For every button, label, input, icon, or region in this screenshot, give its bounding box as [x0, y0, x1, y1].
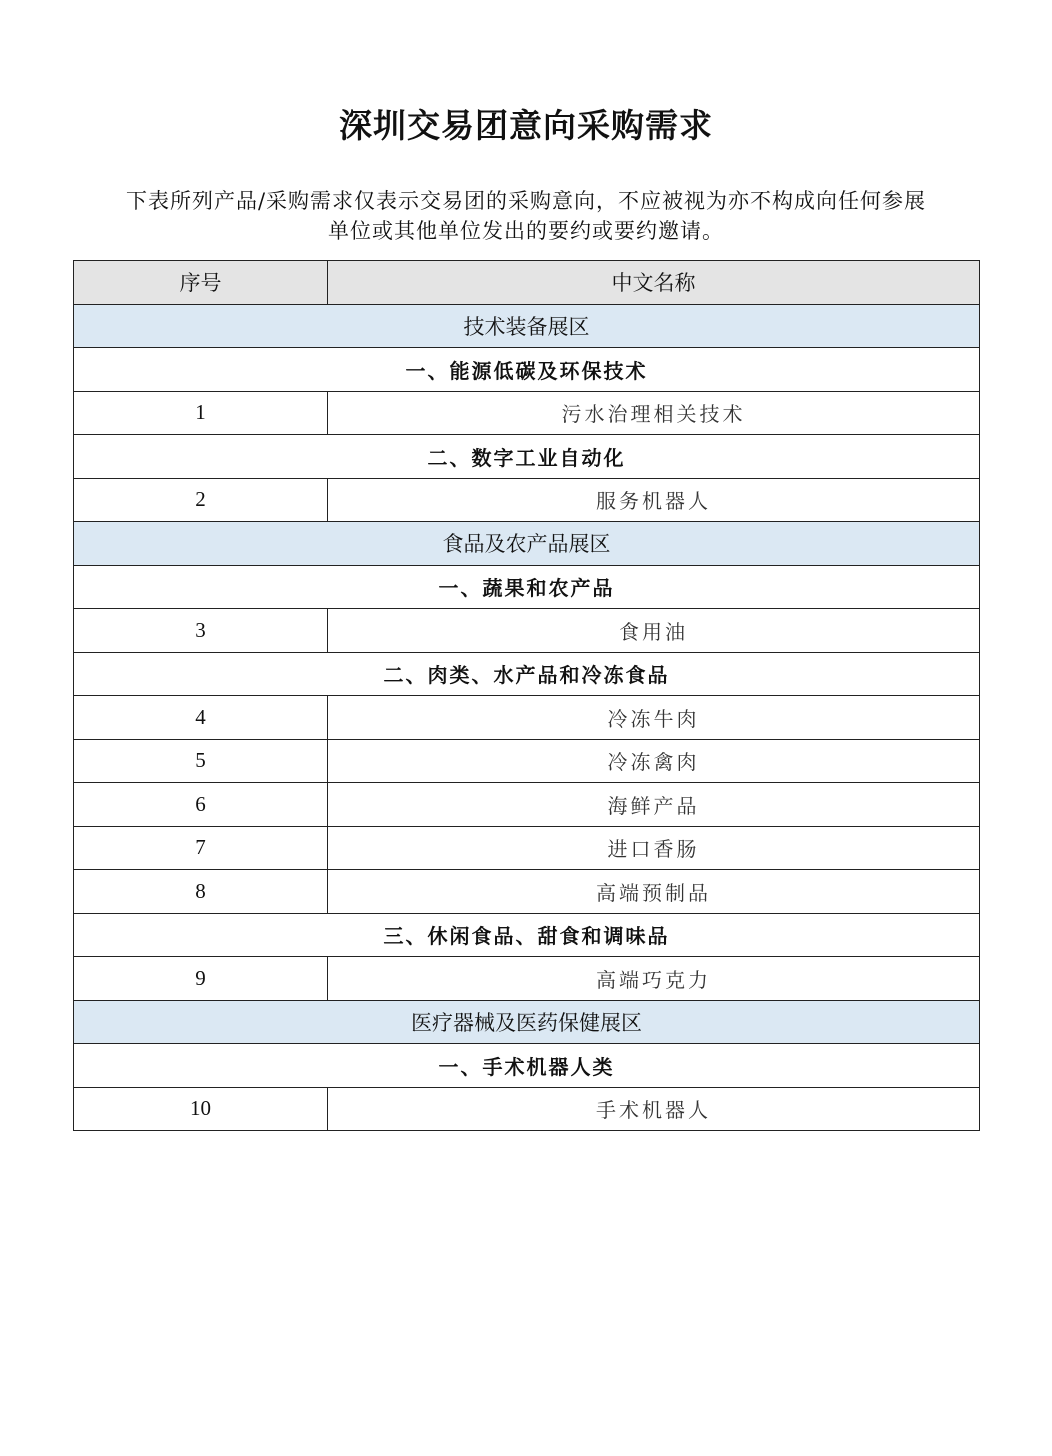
item-name: 进口香肠: [328, 826, 980, 870]
item-name: 冷冻禽肉: [328, 739, 980, 783]
item-number: 4: [74, 696, 328, 740]
category-title: 一、手术机器人类: [74, 1044, 980, 1088]
item-name: 食用油: [328, 609, 980, 653]
zone-title: 食品及农产品展区: [74, 522, 980, 566]
zone-title: 医疗器械及医药保健展区: [74, 1000, 980, 1044]
category-title: 一、蔬果和农产品: [74, 565, 980, 609]
zone-row: [74, 522, 980, 566]
item-number: 3: [74, 609, 328, 653]
header-number: 序号: [74, 261, 328, 305]
item-number: 8: [74, 870, 328, 914]
table-row: [74, 609, 980, 653]
item-name: 高端预制品: [328, 870, 980, 914]
item-number: 7: [74, 826, 328, 870]
category-row: [74, 913, 980, 957]
intro-paragraph: [76, 186, 976, 246]
table-row: [74, 739, 980, 783]
item-number: 9: [74, 957, 328, 1001]
category-title: 二、肉类、水产品和冷冻食品: [74, 652, 980, 696]
procurement-table: [73, 260, 980, 1131]
intro-line-2: 单位或其他单位发出的要约或要约邀请。: [328, 219, 724, 243]
table-row: [74, 826, 980, 870]
item-number: 2: [74, 478, 328, 522]
item-name: 污水治理相关技术: [328, 391, 980, 435]
item-name: 服务机器人: [328, 478, 980, 522]
table-row: [74, 957, 980, 1001]
intro-line-1: 下表所列产品/采购需求仅表示交易团的采购意向，不应被视为亦不构成向任何参展: [125, 189, 927, 213]
category-row: [74, 565, 980, 609]
item-number: 1: [74, 391, 328, 435]
item-name: 冷冻牛肉: [328, 696, 980, 740]
header-chinese-name: 中文名称: [328, 261, 980, 305]
table-row: [74, 696, 980, 740]
category-row: [74, 435, 980, 479]
item-number: 6: [74, 783, 328, 827]
item-name: 海鲜产品: [328, 783, 980, 827]
table-row: [74, 870, 980, 914]
category-row: [74, 348, 980, 392]
table-header-row: [74, 261, 980, 305]
table-row: [74, 478, 980, 522]
item-number: 10: [74, 1087, 328, 1131]
category-title: 一、能源低碳及环保技术: [74, 348, 980, 392]
zone-row: [74, 1000, 980, 1044]
table-row: [74, 1087, 980, 1131]
item-name: 高端巧克力: [328, 957, 980, 1001]
item-number: 5: [74, 739, 328, 783]
category-row: [74, 1044, 980, 1088]
zone-title: 技术装备展区: [74, 304, 980, 348]
table-row: [74, 783, 980, 827]
category-title: 二、数字工业自动化: [74, 435, 980, 479]
document-title: 深圳交易团意向采购需求: [339, 106, 713, 145]
zone-row: [74, 304, 980, 348]
category-title: 三、休闲食品、甜食和调味品: [74, 913, 980, 957]
category-row: [74, 652, 980, 696]
table-body: [74, 304, 980, 1131]
item-name: 手术机器人: [328, 1087, 980, 1131]
table-row: [74, 391, 980, 435]
